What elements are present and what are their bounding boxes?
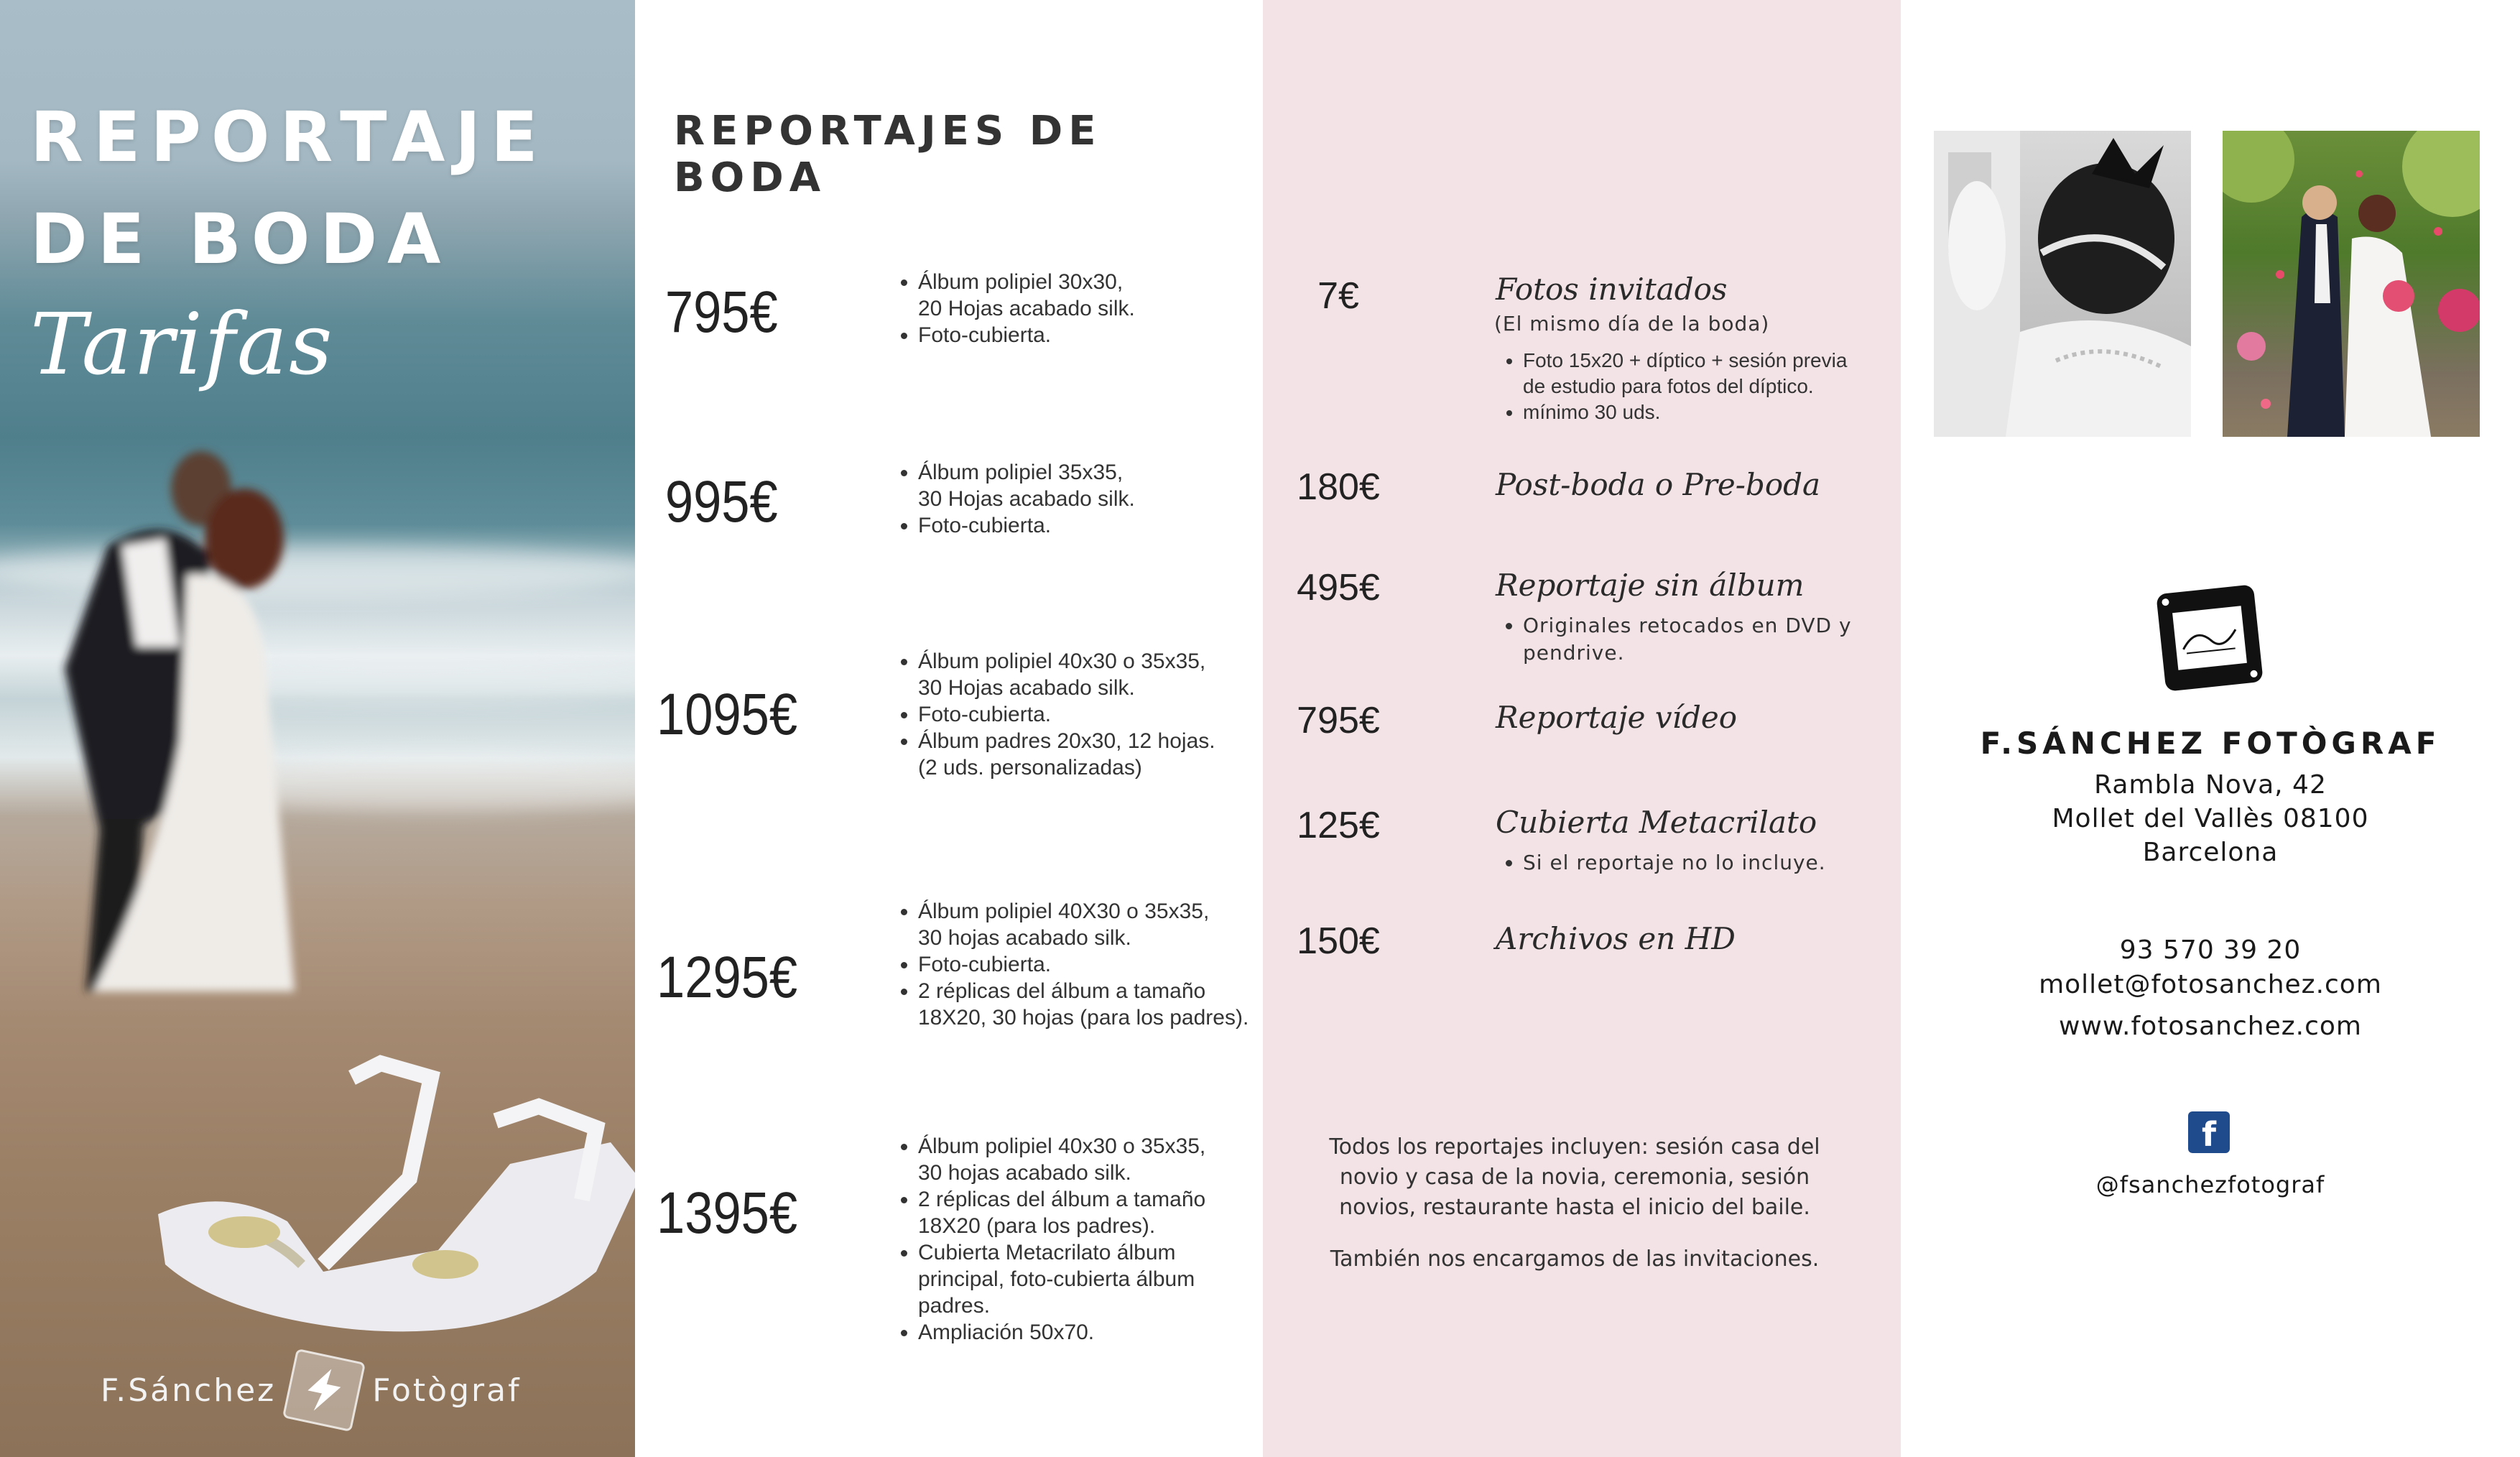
cover-title-line2: DE BODA — [30, 199, 451, 279]
phone-number: 93 570 39 20 — [2119, 935, 2302, 965]
couple-photo — [0, 431, 302, 1006]
feature-item: • Álbum polipiel 40x30 o 35x35, 30 Hojas acabado silk. — [918, 648, 1263, 701]
package-price: 1395€ — [657, 1180, 798, 1246]
cover-footer-logo — [101, 1358, 532, 1423]
extra-title: Cubierta Metacrilato — [1496, 805, 1817, 840]
brand-logo — [2154, 582, 2266, 694]
extra-title: Fotos invitados — [1496, 272, 1728, 307]
footer-logo-right: Fotògraf — [372, 1372, 522, 1409]
extra-title: Reportaje vídeo — [1496, 700, 1738, 735]
feature-item: • 2 réplicas del álbum a tamaño 18X20, 30 hojas (para los padres). — [918, 978, 1263, 1031]
lightning-bolt-icon — [282, 1349, 366, 1432]
bride-photo — [1934, 131, 2191, 437]
feature-item: • Foto-cubierta. — [918, 951, 1263, 978]
address-street: Rambla Nova, 42 — [2094, 770, 2327, 800]
package-price: 795€ — [664, 279, 778, 345]
contact-panel — [1901, 0, 2520, 1457]
footer-logo-left: F.Sánchez — [101, 1372, 277, 1409]
cover-panel — [0, 0, 635, 1457]
package-price: 995€ — [664, 469, 778, 535]
included-note: Todos los reportajes incluyen: sesión casa del novio y casa de la novia, ceremonia, sesión novios, restaurante hasta el inicio del baile. — [1329, 1134, 1820, 1220]
extra-price: 7€ — [1317, 275, 1359, 317]
couple-color-photo — [2223, 131, 2480, 437]
brand-name: F.SÁNCHEZ FOTÒGRAF — [1980, 726, 2441, 761]
extra-price: 125€ — [1297, 805, 1380, 846]
extra-price: 495€ — [1297, 567, 1380, 609]
extra-bullets — [1494, 348, 1896, 425]
feature-item: • Álbum polipiel 35x35, 30 Hojas acabado silk. — [918, 459, 1263, 512]
feature-item: • Cubierta Metacrilato álbum principal, foto-cubierta álbum padres. — [918, 1239, 1263, 1319]
facebook-icon[interactable]: f — [2188, 1111, 2230, 1153]
extra-subtitle: (El mismo día de la boda) — [1494, 312, 1770, 336]
extra-bullets — [1494, 612, 1896, 667]
address-city: Barcelona — [2142, 838, 2279, 867]
extra-title: Reportaje sin álbum — [1496, 568, 1805, 603]
package-features — [891, 648, 1263, 781]
extra-price: 795€ — [1297, 700, 1380, 741]
feature-item: • Álbum polipiel 30x30, 20 Hojas acabado silk. — [918, 269, 1263, 322]
package-features — [891, 1133, 1263, 1346]
wedding-shoes-photo — [136, 1035, 635, 1351]
feature-item: • Álbum padres 20x30, 12 hojas. (2 uds. personalizadas) — [918, 728, 1263, 781]
extra-price: 180€ — [1297, 466, 1380, 508]
cover-title-line1: REPORTAJE — [30, 97, 548, 177]
feature-item: • Foto-cubierta. — [918, 701, 1263, 728]
extra-bullet: • Originales retocados en DVD y pendrive. — [1523, 612, 1896, 667]
package-features — [891, 459, 1263, 539]
address-town: Mollet del Vallès 08100 — [2052, 804, 2369, 833]
extra-bullets — [1494, 849, 1896, 876]
package-features — [891, 898, 1263, 1031]
extra-title: Archivos en HD — [1496, 921, 1736, 956]
social-handle[interactable]: @fsanchezfotograf — [2095, 1171, 2325, 1198]
invitations-note: También nos encargamos de las invitaciones. — [1330, 1246, 1820, 1272]
package-price: 1095€ — [657, 682, 798, 747]
extra-price: 150€ — [1297, 920, 1380, 962]
prices-heading: REPORTAJES DE BODA — [674, 108, 1102, 201]
package-features — [891, 269, 1263, 348]
feature-item: • Álbum polipiel 40X30 o 35x35, 30 hojas acabado silk. — [918, 898, 1263, 951]
prices-panel — [635, 0, 1263, 1457]
feature-item: • Álbum polipiel 40x30 o 35x35, 30 hojas acabado silk. — [918, 1133, 1263, 1186]
extras-panel — [1263, 0, 1901, 1457]
extra-bullet: • Si el reportaje no lo incluye. — [1523, 849, 1896, 876]
cover-subtitle: Tarifas — [30, 295, 334, 394]
feature-item: • Foto-cubierta. — [918, 322, 1263, 348]
extra-bullet: • Foto 15x20 + díptico + sesión previa de estudio para fotos del díptico. — [1523, 348, 1896, 399]
email-address[interactable]: mollet@fotosanchez.com — [2039, 970, 2382, 999]
feature-item: • 2 réplicas del álbum a tamaño 18X20 (para los padres). — [918, 1186, 1263, 1239]
extra-title: Post-boda o Pre-boda — [1496, 467, 1821, 502]
extra-bullet: • mínimo 30 uds. — [1523, 399, 1896, 425]
feature-item: • Ampliación 50x70. — [918, 1319, 1263, 1346]
feature-item: • Foto-cubierta. — [918, 512, 1263, 539]
cover-title — [30, 86, 548, 290]
package-price: 1295€ — [657, 945, 798, 1010]
website-link[interactable]: www.fotosanchez.com — [2059, 1012, 2362, 1041]
